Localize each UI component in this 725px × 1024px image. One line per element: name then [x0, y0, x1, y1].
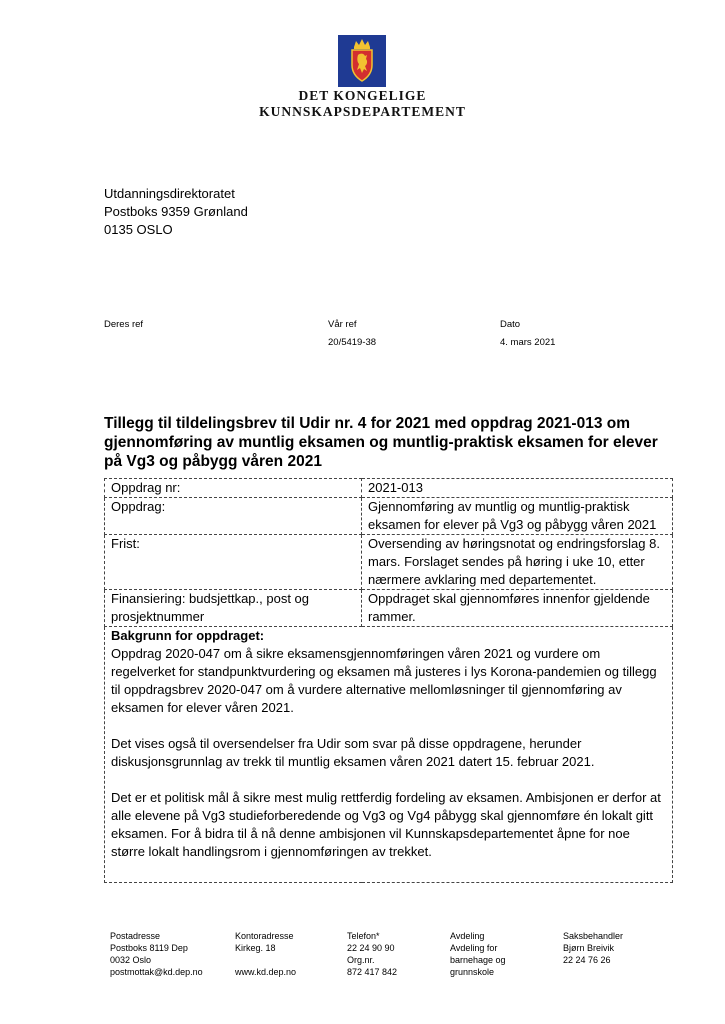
footer-kontoradresse — [235, 930, 296, 978]
footer-line: Postboks 8119 Dep — [110, 943, 188, 953]
table-row — [105, 498, 673, 535]
footer-line: Avdeling for — [450, 943, 498, 953]
table-row — [105, 479, 673, 498]
document-title: Tillegg til tildelingsbrev til Udir nr. 4 for 2021 med oppdrag 2021-013 om gjennomføring av muntlig eksamen og muntlig-praktisk eksamen for elever på Vg3 og påbygg våren 2021 — [104, 415, 658, 470]
footer-label: Avdeling — [450, 931, 485, 941]
footer-label: Postadresse — [110, 931, 161, 941]
background-paragraph: Det vises også til oversendelser fra Udir som svar på disse oppdragene, herunder diskusjonsgrunnlag av trekk til muntlig eksamen våren 2021 datert 15. februar 2021. — [111, 736, 595, 769]
var-ref-value: 20/5419-38 — [328, 337, 377, 348]
row-label: Oppdrag: — [105, 498, 362, 535]
footer-avdeling — [450, 930, 506, 978]
row-value: Oppdraget skal gjennomføres innenfor gjeldende rammer. — [362, 590, 673, 627]
footer-line: 0032 Oslo — [110, 955, 152, 965]
row-value: 2021-013 — [362, 479, 673, 498]
dato-value: 4. mars 2021 — [500, 337, 556, 348]
footer-line: Kirkeg. 18 — [235, 943, 276, 953]
footer-line: Org.nr. — [347, 955, 375, 965]
background-cell — [105, 627, 673, 883]
background-paragraph: Oppdrag 2020-047 om å sikre eksamensgjennomføringen våren 2021 og vurdere om regelverket for standpunktvurdering og eksamen må justeres i lys Korona-pandemien og tillegg til oppdragsbrev 2020-047 om å vurdere alternative mellomløsninger til gjennomføring av eksamen for elever våren 2021. — [111, 646, 657, 715]
footer-saksbehandler — [563, 930, 623, 966]
footer-label: Saksbehandler — [563, 931, 624, 941]
footer-label: Kontoradresse — [235, 931, 294, 941]
recipient-address — [104, 185, 248, 239]
footer-label: Telefon* — [347, 931, 380, 941]
footer-line: grunnskole — [450, 967, 495, 977]
footer-postadresse — [110, 930, 203, 978]
background-paragraph: Det er et politisk mål å sikre mest mulig rettferdig fordeling av eksamen. Ambisjonen er derfor at alle elevene på Vg3 studieforberedende og Vg3 og Vg4 påbygg skal gjennomføre én lokalt gitt eksamen. For å bidra til å nå denne ambisjonen vil Kunnskapsdepartementet åpne for noe større lokalt handlingsrom i gjennomføringen av trekket. — [111, 790, 661, 859]
var-ref-label: Vår ref — [328, 319, 357, 330]
footer-line: 872 417 842 — [347, 967, 398, 977]
deres-ref-label: Deres ref — [104, 319, 144, 330]
footer-line: Bjørn Breivik — [563, 943, 615, 953]
recipient-name: Utdanningsdirektoratet — [104, 186, 235, 201]
row-value: Oversending av høringsnotat og endringsforslag 8. mars. Forslaget sendes på høring i uke 10, etter nærmere avklaring med departementet. — [362, 535, 673, 590]
coat-of-arms-logo — [338, 35, 386, 87]
row-value: Gjennomføring av muntlig og muntlig-praktisk eksamen for elever på Vg3 og påbygg våren 2021 — [362, 498, 673, 535]
ministry-name-line1: DET KONGELIGE — [298, 88, 427, 103]
footer-line — [235, 954, 296, 966]
footer-line: barnehage og — [450, 955, 506, 965]
background-heading: Bakgrunn for oppdraget: — [111, 628, 265, 643]
footer-line: 22 24 90 90 — [347, 943, 395, 953]
recipient-postal: 0135 OSLO — [104, 222, 173, 237]
row-label: Oppdrag nr: — [105, 479, 362, 498]
assignment-table — [104, 478, 673, 883]
recipient-street: Postboks 9359 Grønland — [104, 204, 248, 219]
row-label: Finansiering: budsjettkap., post og prosjektnummer — [105, 590, 362, 627]
footer-link[interactable]: www.kd.dep.no — [235, 967, 297, 977]
footer-line: postmottak@kd.dep.no — [110, 967, 203, 977]
ministry-name-line2: KUNNSKAPSDEPARTEMENT — [259, 104, 466, 119]
footer-telefon — [347, 930, 397, 978]
table-row — [105, 535, 673, 590]
row-label: Frist: — [105, 535, 362, 590]
dato-label: Dato — [500, 319, 521, 330]
table-row — [105, 590, 673, 627]
footer-line: 22 24 76 26 — [563, 955, 611, 965]
table-row-background — [105, 627, 673, 883]
